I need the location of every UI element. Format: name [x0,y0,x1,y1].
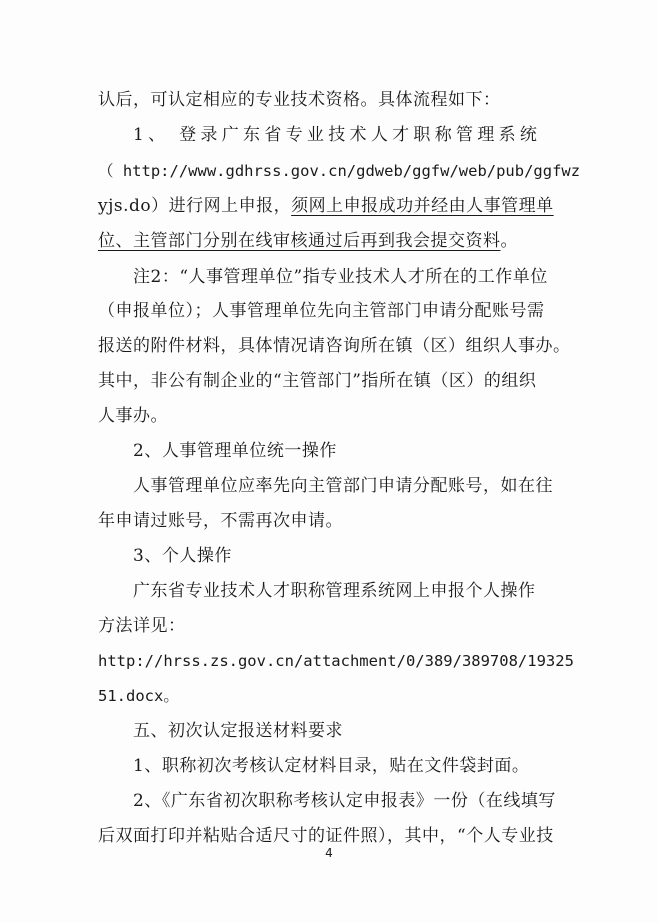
line-text: http://hrss.zs.gov.cn/attachment/0/389/389708/19325 [98,652,574,670]
line-text: 认后，可认定相应的专业技术资格。具体流程如下： [98,90,501,110]
line-text: （ http://www.gdhrss.gov.cn/gdweb/ggfw/web/pub/ggfwz [98,162,581,180]
line-text: 2、人事管理单位统一操作 [133,441,337,461]
line-text: 年申请过账号，不需再次申请。 [98,511,343,531]
text-line [0,504,658,538]
page-number: 4 [325,846,333,860]
line-text: yjs.do）进行网上申报， [98,196,292,216]
text-line [0,364,658,398]
text-line [0,329,658,363]
underlined-text: 须网上申报成功并经由人事管理单 [291,196,554,216]
line-text: （申报单位）；人事管理单位先向主管部门申请分配账号需 [98,301,545,321]
line-text: 1、 登录广东省专业技术人才职称管理系统 [133,125,542,145]
line-text: 1、职称初次考核认定材料目录，贴在文件袋封面。 [133,756,530,776]
text-line-url [0,644,658,678]
line-text: 注2：“人事管理单位”指专业技术人才所在的工作单位 [133,267,548,287]
line-text: 其中，非公有制企业的“主管部门”指所在镇（区）的组织 [98,371,537,391]
text-line [0,609,658,643]
line-text: 方法详见： [98,616,186,636]
text-line [0,749,658,783]
text-line [0,294,658,328]
line-text: 广东省专业技术人才职称管理系统网上申报个人操作 [133,581,536,601]
text-line [0,679,658,713]
underlined-text: 位、主管部门分别在线审核通过后再到我会提交资料 [98,231,501,251]
line-text: 3、个人操作 [133,546,232,566]
section-heading [0,714,658,748]
text-line [0,539,658,573]
line-text: 。 [500,231,518,251]
text-line [0,399,658,433]
line-text: 人事管理单位应率先向主管部门申请分配账号，如在往 [133,476,553,496]
line-text: 五、初次认定报送材料要求 [133,721,343,741]
text-line [0,83,658,117]
line-text: 51.docx。 [98,687,179,705]
text-line [0,574,658,608]
text-line-url [0,154,658,188]
text-line [0,469,658,503]
line-text: 报送的附件材料，具体情况请咨询所在镇（区）组织人事办。 [98,336,571,356]
line-text: 人事办。 [98,406,168,426]
text-line [0,118,658,152]
line-text: 后双面打印并粘贴合适尺寸的证件照），其中，“个人专业技 [98,826,554,846]
text-line [0,224,658,258]
text-line [0,189,658,223]
text-line [0,784,658,818]
line-text: 2、《广东省初次职称考核认定申报表》一份（在线填写 [133,791,556,811]
text-line [0,434,658,468]
text-line [0,260,658,294]
